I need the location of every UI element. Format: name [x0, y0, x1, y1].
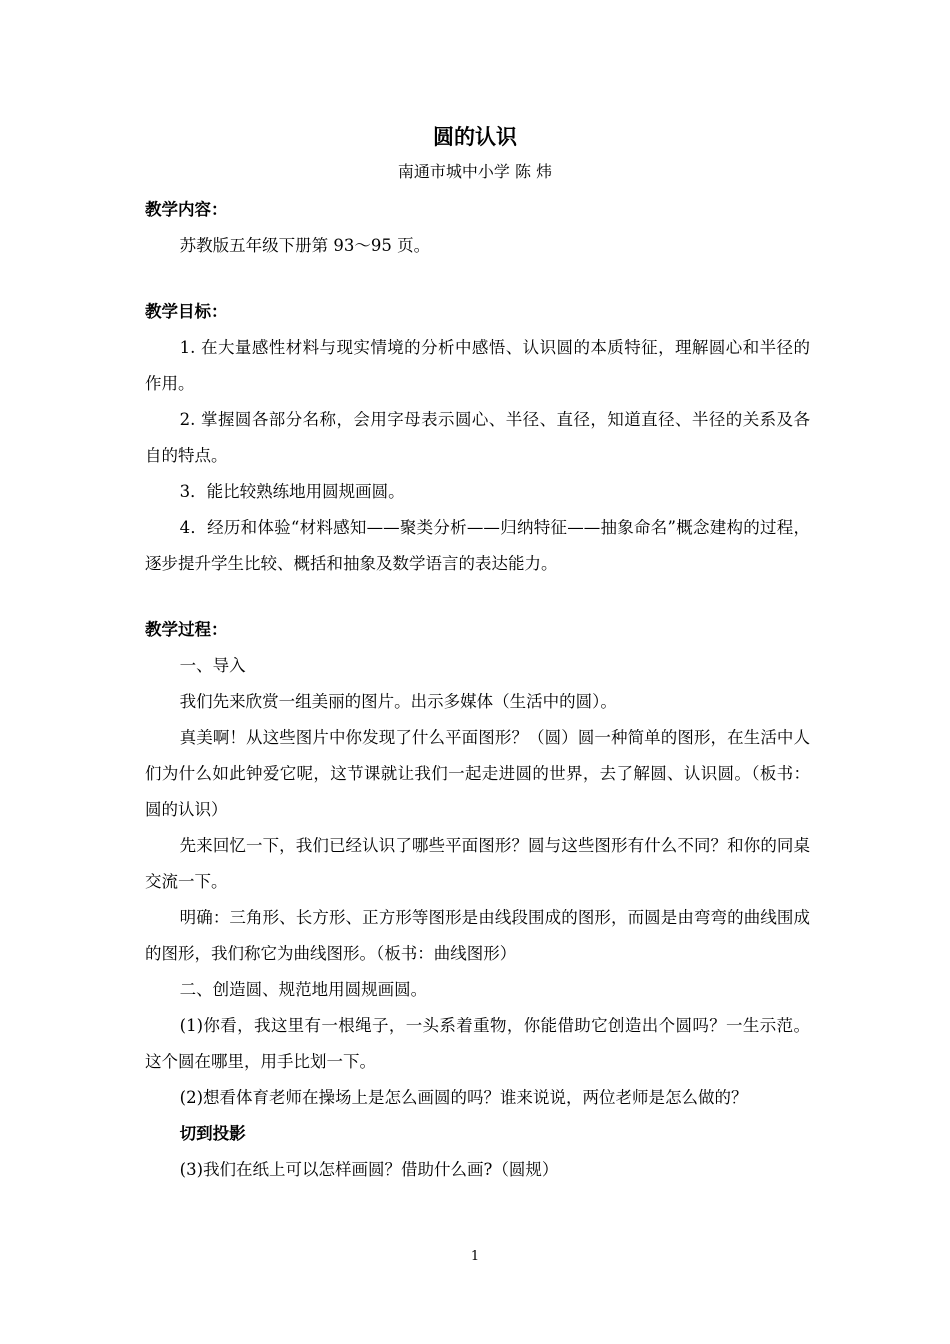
process-step-intro: 一、导入	[179, 656, 246, 675]
process-paragraph: 先来回忆一下，我们已经认识了哪些平面图形？圆与这些图形有什么不同？和你的同桌交流一下。	[145, 836, 810, 891]
content-paragraph: 苏教版五年级下册第 93～95 页。	[179, 236, 431, 255]
process-paragraph: 我们先来欣赏一组美丽的图片。出示多媒体（生活中的圆）。	[179, 692, 617, 711]
section-heading-goals: 教学目标：	[145, 302, 228, 321]
page-number: 1	[470, 1249, 480, 1264]
goal-item-3: 3．能比较熟练地用圆规画圆。	[179, 482, 405, 501]
goal-item-2: 2. 掌握圆各部分名称，会用字母表示圆心、半径、直径，知道直径、半径的关系及各自的特点。	[145, 410, 810, 465]
section-content	[145, 192, 810, 264]
process-paragraph: (3)我们在纸上可以怎样画圆？借助什么画?（圆规）	[179, 1160, 559, 1179]
section-heading-content: 教学内容：	[145, 200, 228, 219]
document-title: 圆的认识	[433, 125, 517, 149]
process-paragraph: 明确：三角形、长方形、正方形等图形是由线段围成的图形，而圆是由弯弯的曲线围成的图形，我们称它为曲线图形。（板书：曲线图形）	[145, 908, 810, 963]
document-author: 南通市城中小学 陈 炜	[397, 162, 553, 181]
section-goals	[145, 294, 810, 582]
section-process	[145, 612, 810, 1188]
process-paragraph: (1)你看，我这里有一根绳子，一头系着重物，你能借助它创造出个圆吗？一生示范。这个圆在哪里，用手比划一下。	[145, 1016, 810, 1071]
goal-item-1: 1. 在大量感性材料与现实情境的分析中感悟、认识圆的本质特征，理解圆心和半径的作用。	[145, 338, 810, 393]
process-paragraph: 真美啊！从这些图片中你发现了什么平面图形？（圆）圆一种简单的图形，在生活中人们为什么如此钟爱它呢，这节课就让我们一起走进圆的世界，去了解圆、认识圆。（板书：圆的认识）	[145, 728, 810, 819]
projection-note: 切到投影	[179, 1124, 246, 1143]
process-step-create: 二、创造圆、规范地用圆规画圆。	[179, 980, 428, 999]
goal-item-4: 4．经历和体验“材料感知——聚类分析——归纳特征——抽象命名”概念建构的过程，逐步提升学生比较、概括和抽象及数学语言的表达能力。	[145, 518, 810, 573]
process-paragraph: (2)想看体育老师在操场上是怎么画圆的吗？谁来说说，两位老师是怎么做的？	[179, 1088, 748, 1107]
section-heading-process: 教学过程：	[145, 620, 228, 639]
